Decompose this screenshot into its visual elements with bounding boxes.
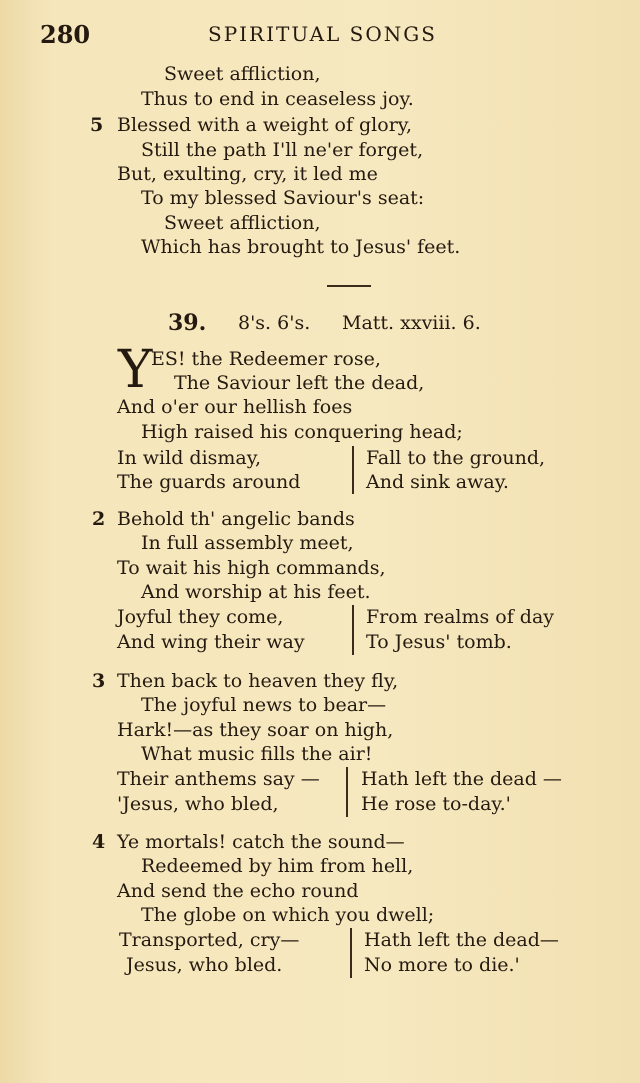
chorus-right: He rose to-day.' bbox=[361, 793, 511, 815]
chorus-left: Joyful they come, bbox=[117, 606, 284, 628]
chorus-left: The guards around bbox=[117, 471, 301, 493]
verse-line: High raised his conquering head; bbox=[141, 421, 463, 443]
verse-line: In full assembly meet, bbox=[141, 532, 354, 554]
verse-number: 4 bbox=[92, 831, 106, 853]
verse-line: The joyful news to bear— bbox=[141, 694, 387, 716]
verse-line: Blessed with a weight of glory, bbox=[117, 114, 413, 136]
verse-line: Thus to end in ceaseless joy. bbox=[141, 88, 414, 110]
verse-line: Which has brought to Jesus' feet. bbox=[141, 236, 461, 258]
scripture-reference: Matt. xxviii. 6. bbox=[342, 312, 481, 334]
column-divider bbox=[350, 928, 352, 978]
chorus-right: No more to die.' bbox=[364, 954, 520, 976]
verse-number: 2 bbox=[92, 508, 106, 530]
verse-number: 5 bbox=[90, 114, 104, 136]
verse-line: Behold th' angelic bands bbox=[117, 508, 355, 530]
chorus-right: Hath left the dead — bbox=[361, 768, 562, 790]
chorus-right: Hath left the dead— bbox=[364, 929, 559, 951]
verse-line: The globe on which you dwell; bbox=[141, 904, 435, 926]
column-divider bbox=[346, 767, 348, 817]
drop-cap: Y bbox=[118, 340, 153, 400]
section-divider bbox=[327, 285, 371, 287]
chorus-left: And wing their way bbox=[117, 631, 305, 653]
hymn-number: 39. bbox=[168, 310, 207, 336]
verse-line: Hark!—as they soar on high, bbox=[117, 719, 394, 741]
chorus-left: 'Jesus, who bled, bbox=[117, 793, 279, 815]
column-divider bbox=[352, 605, 354, 655]
verse-line: ES! the Redeemer rose, bbox=[151, 348, 381, 370]
running-title: SPIRITUAL SONGS bbox=[208, 22, 437, 46]
verse-line: And worship at his feet. bbox=[141, 581, 371, 603]
column-divider bbox=[352, 446, 354, 494]
verse-line: Sweet affliction, bbox=[164, 63, 321, 85]
verse-number: 3 bbox=[92, 670, 106, 692]
chorus-left: Transported, cry— bbox=[119, 929, 300, 951]
verse-line: Redeemed by him from hell, bbox=[141, 855, 414, 877]
verse-line: To my blessed Saviour's seat: bbox=[141, 187, 425, 209]
hymn-meter: 8's. 6's. bbox=[238, 312, 311, 334]
page-number: 280 bbox=[40, 20, 91, 49]
chorus-right: From realms of day bbox=[366, 606, 555, 628]
verse-line: But, exulting, cry, it led me bbox=[117, 163, 378, 185]
verse-line: Then back to heaven they fly, bbox=[117, 670, 399, 692]
verse-line: To wait his high commands, bbox=[117, 557, 386, 579]
verse-line: The Saviour left the dead, bbox=[174, 372, 425, 394]
verse-line: And send the echo round bbox=[117, 880, 359, 902]
chorus-left: Jesus, who bled. bbox=[126, 954, 283, 976]
verse-line: Still the path I'll ne'er forget, bbox=[141, 139, 424, 161]
verse-line: Ye mortals! catch the sound— bbox=[117, 831, 405, 853]
chorus-left: Their anthems say — bbox=[117, 768, 320, 790]
chorus-left: In wild dismay, bbox=[117, 447, 261, 469]
verse-line: Sweet affliction, bbox=[164, 212, 321, 234]
chorus-right: And sink away. bbox=[366, 471, 509, 493]
verse-line: And o'er our hellish foes bbox=[117, 396, 353, 418]
chorus-right: Fall to the ground, bbox=[366, 447, 546, 469]
chorus-right: To Jesus' tomb. bbox=[366, 631, 512, 653]
verse-line: What music fills the air! bbox=[141, 743, 373, 765]
